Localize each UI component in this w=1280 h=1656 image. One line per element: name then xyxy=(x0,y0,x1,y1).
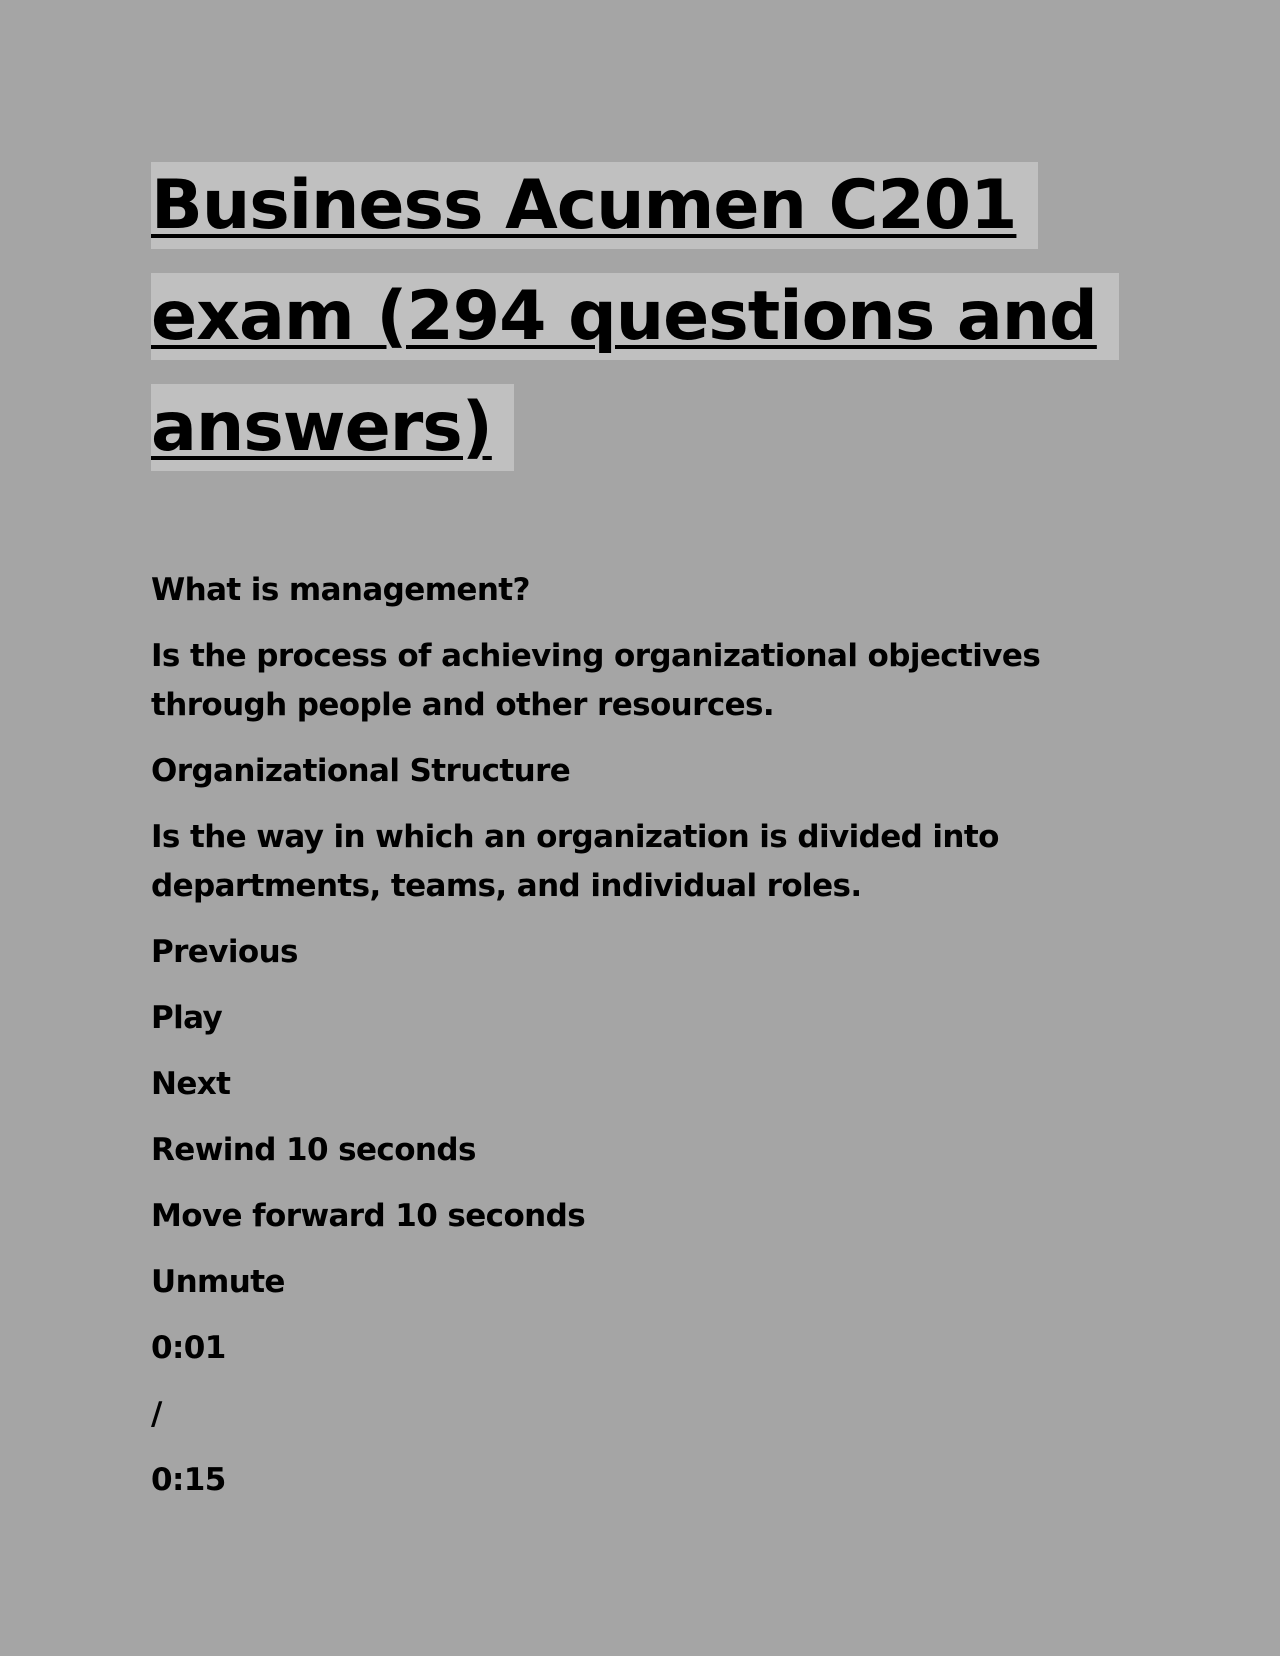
document-body xyxy=(151,566,1151,1522)
answer-2: Is the way in which an organization is divided into departments, teams, and individual roles. xyxy=(151,819,1010,904)
document-title-link[interactable]: Business Acumen C201 exam (294 questions and answers) xyxy=(151,162,1119,471)
previous-button[interactable]: Previous xyxy=(151,934,298,970)
duration: 0:15 xyxy=(151,1462,226,1498)
time-separator: / xyxy=(151,1396,162,1432)
question-1: What is management? xyxy=(151,572,530,608)
document-title[interactable] xyxy=(151,150,1151,483)
question-2: Organizational Structure xyxy=(151,753,571,789)
answer-1: Is the process of achieving organizational objectives through people and other resources. xyxy=(151,638,1051,723)
next-button[interactable]: Next xyxy=(151,1066,231,1102)
unmute-button[interactable]: Unmute xyxy=(151,1264,285,1300)
document-header xyxy=(151,150,1151,483)
current-time: 0:01 xyxy=(151,1330,226,1366)
forward-button[interactable]: Move forward 10 seconds xyxy=(151,1198,586,1234)
rewind-button[interactable]: Rewind 10 seconds xyxy=(151,1132,476,1168)
play-button[interactable]: Play xyxy=(151,1000,223,1036)
